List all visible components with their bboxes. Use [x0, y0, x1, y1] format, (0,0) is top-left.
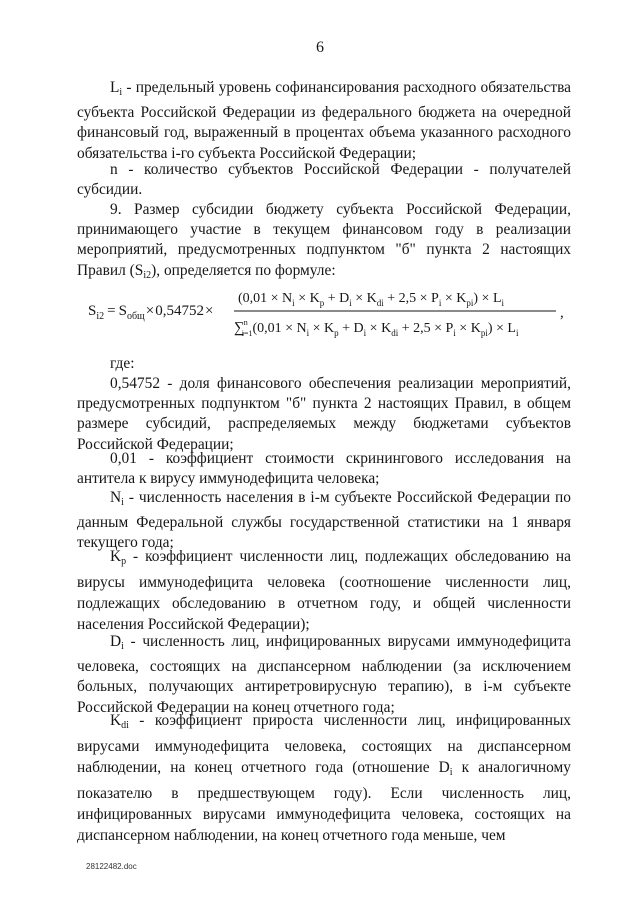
symbol-n-sub: i	[121, 497, 124, 508]
paragraph-9-sub: i2	[143, 269, 152, 281]
formula-eq: =	[107, 303, 116, 319]
formula-lhs-sub: i2	[96, 311, 105, 322]
formula-coef: 0,54752	[155, 303, 204, 319]
paragraph-kp-text: - коэффициент численности лиц, подлежащих обследованию на вирусы иммунодефицита человека (соотношение численности лиц, подлежащих обследованию в отчетном году, и общей численности населения Российской Федерации);	[77, 548, 571, 633]
formula-numerator: $(0,01 \times N_i \times K_p + D_i \times K_{di} + 2,5 \times P_i \times K_{pi}) \times L_i$	[238, 291, 505, 308]
paragraph-coef	[77, 374, 571, 455]
symbol-d-sub: i	[121, 641, 124, 652]
paragraph-001	[77, 449, 571, 489]
paragraph-di	[77, 632, 571, 718]
symbol-kdi: K	[110, 712, 122, 729]
paragraph-001-text: 0,01 - коэффициент стоимости скринингового исследования на антитела к вирусу иммунодефицита человека;	[77, 450, 571, 488]
paragraph-n	[77, 160, 571, 200]
paragraph-ni-text: - численность населения в i-м субъекте Российской Федерации по данным Федеральной службы государственной статистики на 1 января текущего года;	[77, 489, 571, 552]
symbol-d: D	[110, 633, 122, 650]
formula-times-1: ×	[145, 303, 155, 319]
paragraph-ni	[77, 488, 571, 554]
formula-denominator: ∑n $i=1(0,01 \times N_i \times K_p + D_i \times K_{di} + 2,5 \times P_i \times K_{pi}) \times L_i$	[234, 318, 519, 338]
page-number: 6	[316, 39, 324, 56]
symbol-n: N	[110, 489, 122, 506]
where-text: где:	[110, 355, 135, 372]
subsidy-formula	[88, 280, 568, 340]
paragraph-kdi-text-a: - коэффициент прироста численности лиц, инфицированных вирусами иммунодефицита человека, состоящих на диспансерном наблюдении, на конец отчетного года (отношение D	[77, 712, 571, 776]
where-label	[77, 354, 571, 374]
symbol-kp: K	[110, 548, 122, 565]
footer-filename: 28122482.doc	[86, 862, 137, 871]
paragraph-n-text: n - количество субъектов Российской Федерации - получателей субсидии.	[77, 161, 571, 199]
symbol-l: L	[110, 79, 120, 96]
paragraph-di-text: - численность лиц, инфицированных вирусами иммунодефицита человека, состоящих на диспансерном наблюдении (за исключением больных, получающих антиретровирусную терапию), в i-м субъекте Российской Федерации на конец отчетного года;	[77, 633, 571, 716]
formula-s-total-sub: общ	[126, 311, 145, 322]
formula-lhs: S	[88, 303, 97, 319]
paragraph-kdi	[77, 710, 571, 846]
paragraph-kdi-sub2: i	[449, 767, 453, 778]
paragraph-kp	[77, 546, 571, 635]
paragraph-li	[77, 78, 571, 164]
paragraph-9	[77, 200, 571, 286]
symbol-l-sub: i	[119, 87, 123, 98]
paragraph-9-text-a: 9. Размер субсидии бюджету субъекта Российской Федерации, принимающего участие в текущем финансовом году в реализации мероприятий, предусмотренных подпунктом "б" пункта 2 настоящих Правил (S	[77, 201, 571, 279]
paragraph-li-text: - предельный уровень софинансирования расходного обязательства субъекта Российской Федерации из федерального бюджета на очередной финансовый год, выраженный в процентах объема указанного расходного обязательства i-го субъекта Российской Федерации;	[77, 79, 571, 162]
symbol-kp-sub: p	[121, 556, 127, 567]
paragraph-9-text-b: ), определяется по формуле:	[151, 261, 336, 279]
svg-text:Si2=Sобщ×0,54752×	[88, 303, 213, 322]
formula-trailing-comma: ,	[560, 305, 564, 321]
symbol-kdi-sub: di	[121, 720, 129, 731]
paragraph-coef-text: 0,54752 - доля финансового обеспечения реализации мероприятий, предусмотренных подпунктом "б" пункта 2 настоящих Правил, в общем размере субсидий, распределяемых между бюджетами субъектов Российской Федерации;	[77, 375, 571, 453]
formula-s-total: S	[118, 303, 127, 319]
formula-times-2: ×	[204, 303, 214, 319]
paragraph-kdi-text-b: к аналогичному показателю в предшествующем году). Если численность лиц, инфицированных вирусами иммунодефицита человека, состоящих на диспансерном наблюдении, на конец отчетного года меньше, чем	[77, 759, 571, 844]
